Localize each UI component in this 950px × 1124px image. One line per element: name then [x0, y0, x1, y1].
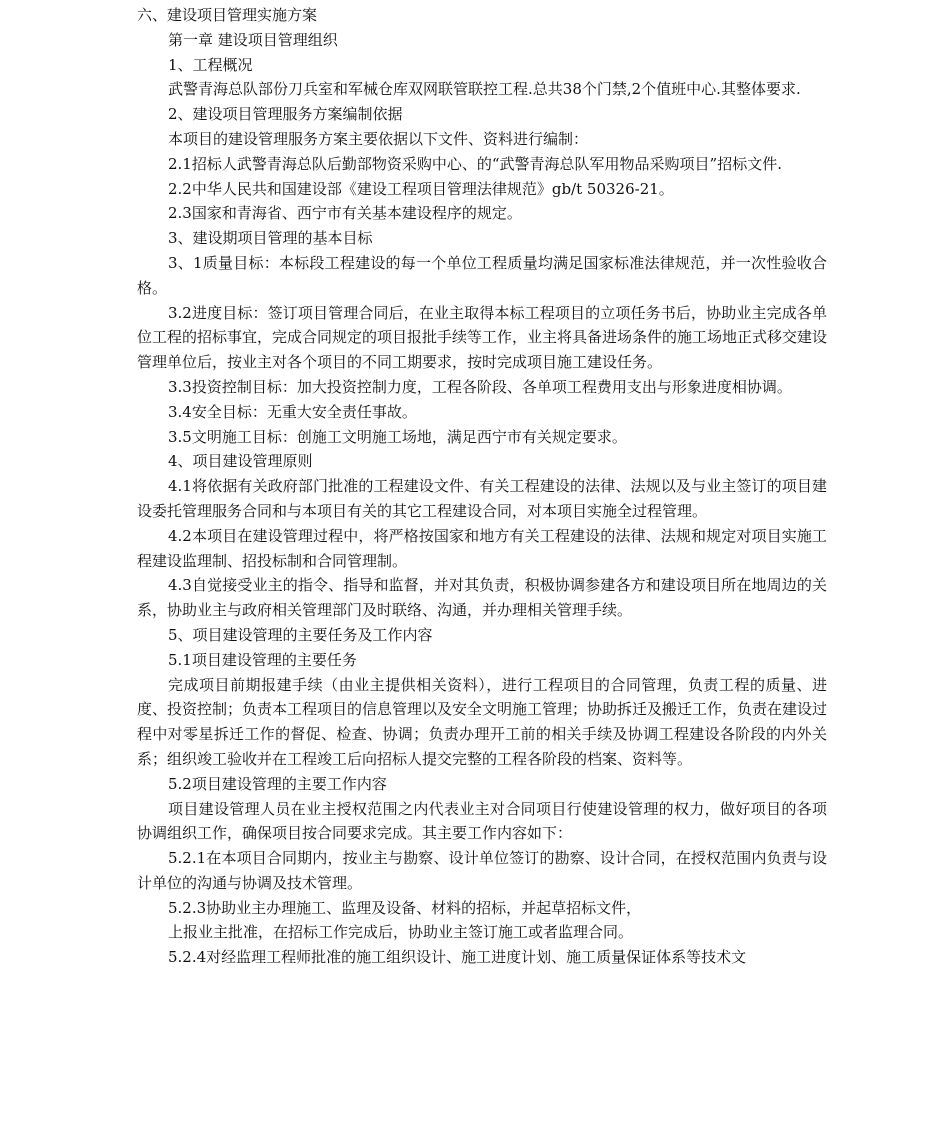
chapter-title: 第一章 建设项目管理组织 [168, 30, 338, 49]
heading-5: 5、项目建设管理的主要任务及工作内容 [168, 625, 433, 644]
paragraph-2-2: 2.2中华人民共和国建设部《建设工程项目管理法律规范》gb/t 50326-21。 [168, 179, 674, 198]
paragraph-4-3: 4.3自觉接受业主的指令、指导和监督，并对其负责，积极协调参建各方和建设项目所在地周边的关系，协助业主与政府相关管理部门及时联络、沟通，并办理相关管理手续。 [137, 576, 827, 620]
paragraph-basis-intro: 本项目的建设管理服务方案主要依据以下文件、资料进行编制： [168, 129, 589, 148]
document-page [137, 3, 827, 970]
paragraph-5-2-1: 5.2.1在本项目合同期内，按业主与勘察、设计单位签订的勘察、设计合同，在授权范围内负责与设计单位的沟通与协调及技术管理。 [137, 849, 827, 892]
paragraph-5-2-3-line-2: 上报业主批准，在招标工作完成后，协助业主签订施工或者监理合同。 [168, 923, 634, 942]
heading-3: 3、建设期项目管理的基本目标 [168, 229, 373, 248]
paragraph-3-3: 3.3投资控制目标：加大投资控制力度，工程各阶段、各单项工程费用支出与形象进度相协调。 [168, 377, 792, 396]
paragraph-4-2: 4.2本项目在建设管理过程中，将严格按国家和地方有关工程建设的法律、法规和规定对项目实施工程建设监理制、招投标制和合同管理制。 [137, 526, 827, 570]
paragraph-2-1: 2.1招标人武警青海总队后勤部物资采购中心、的“武警青海总队军用物品采购项目”招标文件. [168, 154, 782, 173]
paragraph-5-2-4: 5.2.4对经监理工程师批准的施工组织设计、施工进度计划、施工质量保证体系等技术文 [168, 948, 747, 967]
paragraph-4-1: 4.1将依据有关政府部门批准的工程建设文件、有关工程建设的法律、法规以及与业主签订的项目建设委托管理服务合同和与本项目有关的其它工程建设合同，对本项目实施全过程管理。 [137, 477, 827, 520]
paragraph-3-2: 3.2进度目标：签订项目管理合同后，在业主取得本标工程项目的立项任务书后，协助业主完成各单位工程的招标事宜，完成合同规定的项目报批手续等工作，业主将具备进场条件的施工场地正式移交建设管理单位后，按业主对各个项目的不同工期要求，按时完成项目施工建设任务。 [137, 303, 828, 372]
paragraph-5-2-3-line-1: 5.2.3协助业主办理施工、监理及设备、材料的招标，并起草招标文件， [168, 898, 642, 917]
section-title: 六、建设项目管理实施方案 [137, 6, 318, 24]
paragraph-3-1: 3、1质量目标：本标段工程建设的每一个单位工程质量均满足国家标准法律规范，并一次性验收合格。 [137, 253, 827, 297]
heading-1: 1、工程概况 [168, 55, 253, 74]
paragraph-project-overview: 武警青海总队部份刀兵室和军械仓库双网联管联控工程.总共38个门禁,2个值班中心.其整体要求. [168, 80, 801, 99]
paragraph-3-5: 3.5文明施工目标：创施工文明施工场地，满足西宁市有关规定要求。 [168, 427, 627, 446]
paragraph-5-2: 项目建设管理人员在业主授权范围之内代表业主对合同项目行使建设管理的权力，做好项目的各项协调组织工作，确保项目按合同要求完成。其主要工作内容如下： [137, 799, 827, 843]
paragraph-5-1: 完成项目前期报建手续（由业主提供相关资料），进行工程项目的合同管理，负责工程的质量、进度、投资控制；负责本工程项目的信息管理以及安全文明施工管理；协助拆迁及搬迁工作，负责在建设过程中对零星拆迁工作的督促、检查、协调；负责办理开工前的相关手续及协调工程建设各阶段的内外关系；组织竣工验收并在工程竣工后向招标人提交完整的工程各阶段的档案、资料等。 [137, 675, 828, 768]
heading-5-1: 5.1项目建设管理的主要任务 [168, 650, 357, 669]
heading-4: 4、项目建设管理原则 [168, 452, 313, 471]
heading-2: 2、建设项目管理服务方案编制依据 [168, 105, 403, 124]
paragraph-3-4: 3.4安全目标：无重大安全责任事故。 [168, 402, 417, 421]
heading-5-2: 5.2项目建设管理的主要工作内容 [168, 774, 387, 793]
paragraph-2-3: 2.3国家和青海省、西宁市有关基本建设程序的规定。 [168, 204, 522, 223]
